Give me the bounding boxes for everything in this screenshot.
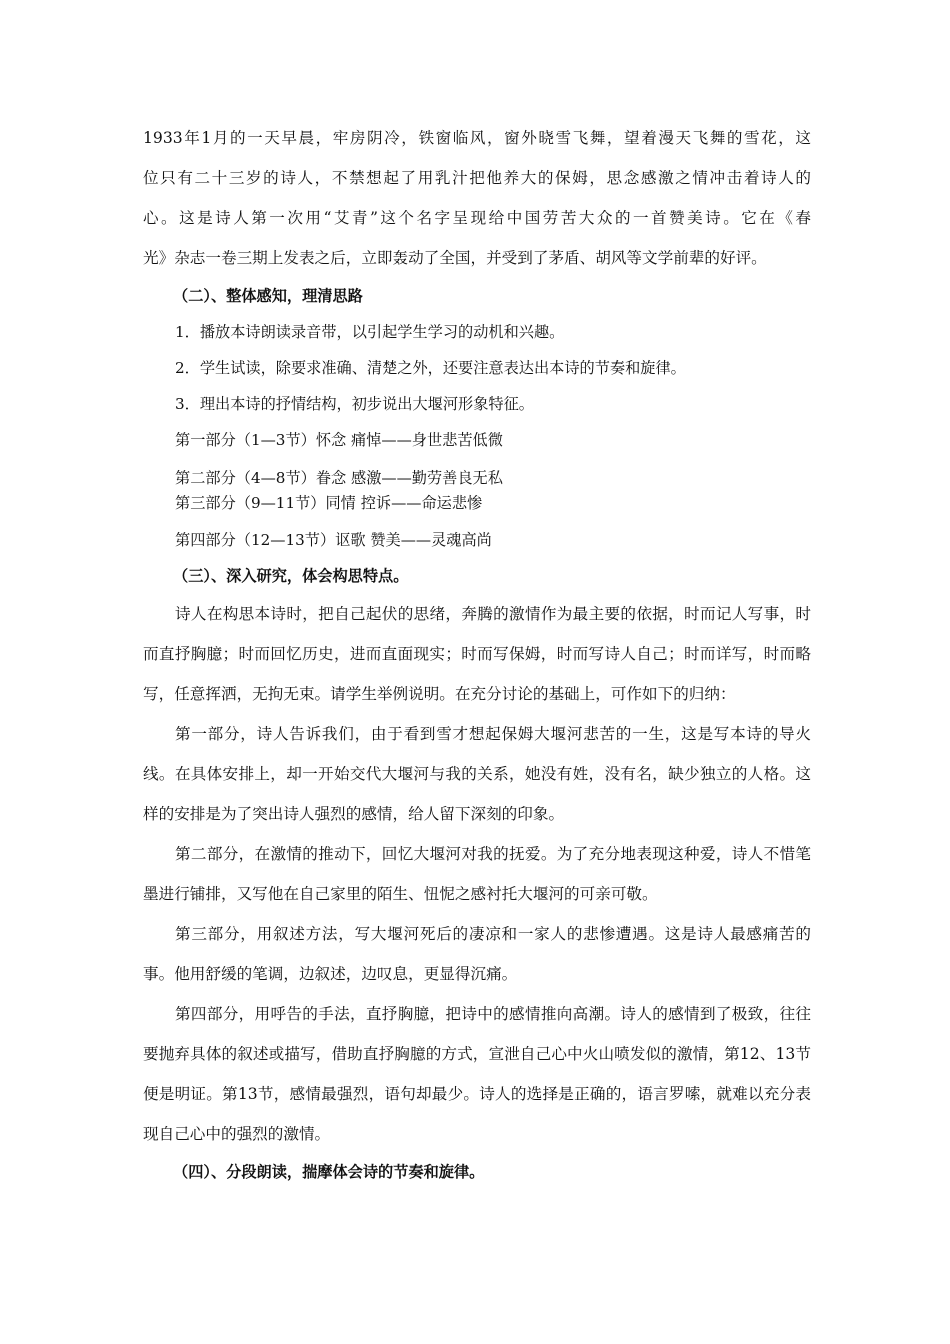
intro-line: 心。这是诗人第一次用“艾青”这个名字呈现给中国劳苦大众的一首赞美诗。它在《春 [143,209,811,227]
structure-part: 第四部分（12—13节）讴歌 赞美——灵魂高尚 [175,531,492,549]
list-item: 2．学生试读，除要求准确、清楚之外，还要注意表达出本诗的节奏和旋律。 [175,359,686,377]
section-heading-3: （三）、深入研究，体会构思特点。 [173,567,409,585]
body-paragraph: 第二部分，在激情的推动下，回忆大堰河对我的抚爱。为了充分地表现这种爱，诗人不惜笔墨进行铺排，又写他在自己家里的陌生、忸怩之感衬托大堰河的可亲可敬。 [143,845,811,903]
structure-part: 第二部分（4—8节）眷念 感激——勤劳善良无私 [175,469,503,487]
list-item: 3．理出本诗的抒情结构，初步说出大堰河形象特征。 [175,395,534,413]
structure-part: 第一部分（1—3节）怀念 痛悼——身世悲苦低微 [175,431,503,449]
list-item: 1．播放本诗朗读录音带，以引起学生学习的动机和兴趣。 [175,323,565,341]
intro-line: 光》杂志一卷三期上发表之后，立即轰动了全国，并受到了茅盾、胡风等文学前辈的好评。 [143,249,767,267]
structure-part: 第三部分（9—11节）同情 控诉——命运悲惨 [175,494,483,512]
document-body [143,118,811,1190]
body-paragraph: 诗人在构思本诗时，把自己起伏的思绪，奔腾的激情作为最主要的依据，时而记人写事，时而直抒胸臆；时而回忆历史，进而直面现实；时而写保姆，时而写诗人自己；时而详写，时而略写，任意挥洒，无拘无束。请学生举例说明。在充分讨论的基础上，可作如下的归纳： [143,605,811,703]
body-paragraph: 第三部分，用叙述方法，写大堰河死后的凄凉和一家人的悲惨遭遇。这是诗人最感痛苦的事。他用舒缓的笔调，边叙述，边叹息，更显得沉痛。 [143,925,811,983]
body-paragraph: 第一部分，诗人告诉我们，由于看到雪才想起保姆大堰河悲苦的一生，这是写本诗的导火线。在具体安排上，却一开始交代大堰河与我的关系，她没有姓，没有名，缺少独立的人格。这样的安排是为了突出诗人强烈的感情，给人留下深刻的印象。 [143,725,811,823]
body-paragraph: 第四部分，用呼告的手法，直抒胸臆，把诗中的感情推向高潮。诗人的感情到了极致，往往要抛弃具体的叙述或描写，借助直抒胸臆的方式，宣泄自己心中火山喷发似的激情，第12、13节便是明证。第13节，感情最强烈，语句却最少。诗人的选择是正确的，语言罗嗦，就难以充分表现自己心中的强烈的激情。 [143,1005,811,1143]
section-heading-2: （二）、整体感知，理清思路 [173,287,363,305]
intro-line: 位只有二十三岁的诗人，不禁想起了用乳汁把他养大的保姆，思念感激之情冲击着诗人的 [143,169,811,187]
section-heading-4: （四）、分段朗读，揣摩体会诗的节奏和旋律。 [173,1163,485,1181]
intro-line: 1933年1月的一天早晨，牢房阴冷，铁窗临风，窗外晓雪飞舞，望着漫天飞舞的雪花，这 [143,129,811,147]
intro-paragraph [143,118,811,278]
